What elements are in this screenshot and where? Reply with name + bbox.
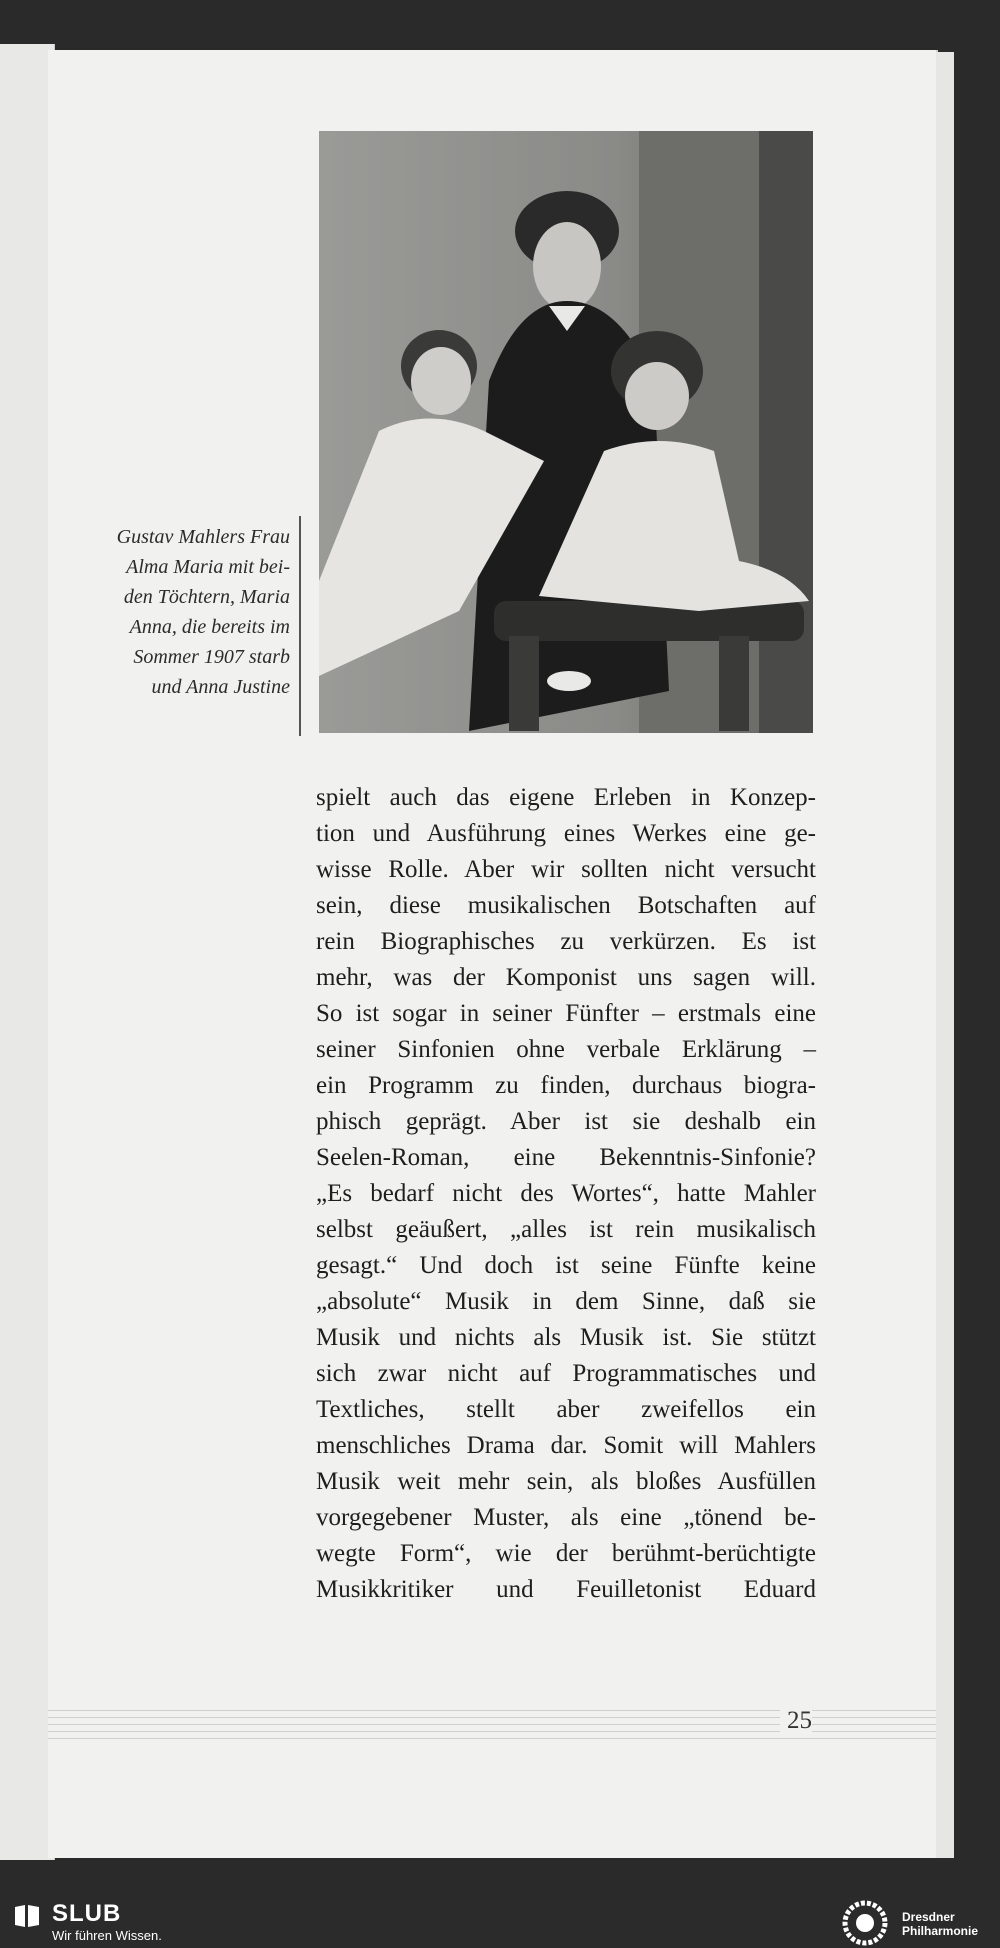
text-line: Musik und nichts als Musik ist. Sie stützt [316, 1324, 816, 1351]
family-portrait-photo [319, 131, 813, 733]
text-line: tion und Ausführung eines Werkes eine ge- [316, 820, 816, 847]
slub-book-icon [14, 1904, 40, 1928]
caption-line: Anna, die bereits im [129, 616, 290, 638]
library-tagline: Wir führen Wissen. [52, 1928, 162, 1943]
page-edge [936, 52, 954, 1858]
caption-rule [299, 516, 301, 736]
text-line: „absolute“ Musik in dem Sinne, daß sie [316, 1288, 816, 1315]
footer-bar [0, 1898, 1000, 1948]
text-line: spielt auch das eigene Erleben in Konzep- [316, 784, 816, 811]
caption-line: den Töchtern, Maria [123, 586, 290, 608]
text-line: „Es bedarf nicht des Wortes“, hatte Mahler [316, 1180, 816, 1207]
text-line: gesagt.“ Und doch ist seine Fünfte keine [316, 1252, 816, 1279]
text-line: mehr, was der Komponist uns sagen will. [316, 964, 816, 991]
previous-page-edge [0, 44, 55, 1860]
partner-line: Philharmonie [902, 1924, 979, 1938]
text-line: wegte Form“, wie der berühmt-berüchtigte [316, 1540, 816, 1567]
text-line: rein Biographisches zu verkürzen. Es ist [316, 928, 816, 955]
text-line: Textliches, stellt aber zweifellos ein [316, 1396, 816, 1423]
caption-line: und Anna Justine [151, 676, 290, 698]
text-line: ein Programm zu finden, durchaus biogra- [316, 1072, 816, 1099]
text-line: wisse Rolle. Aber wir sollten nicht versucht [316, 856, 816, 883]
text-line: phisch geprägt. Aber ist sie deshalb ein [316, 1108, 816, 1135]
caption-line: Gustav Mahlers Frau [116, 526, 290, 548]
library-name: SLUB [52, 1900, 122, 1927]
portrait-photo-icon [319, 131, 813, 733]
text-line: menschliches Drama dar. Somit will Mahlers [316, 1432, 816, 1459]
body-text [316, 780, 816, 1608]
text-line: selbst geäußert, „alles ist rein musikalisch [316, 1216, 816, 1243]
text-line: sich zwar nicht auf Programmatisches und [316, 1360, 816, 1387]
photo-caption [60, 522, 290, 702]
caption-line: Sommer 1907 starb [133, 646, 290, 668]
text-line: Musikkritiker und Feuilletonist Eduard [316, 1576, 816, 1603]
partner-name [902, 1910, 998, 1938]
partner-line: Dresdner [902, 1910, 955, 1924]
page-number: 25 [780, 1707, 812, 1735]
text-line: So ist sogar in seiner Fünfter – erstmals eine [316, 1000, 816, 1027]
text-line: seiner Sinfonien ohne verbale Erklärung – [316, 1036, 816, 1063]
text-line: Musik weit mehr sein, als bloßes Ausfüllen [316, 1468, 816, 1495]
philharmonie-logo-icon [842, 1900, 888, 1946]
text-line: Seelen-Roman, eine Bekenntnis-Sinfonie? [316, 1144, 816, 1171]
text-line: vorgegebener Muster, als eine „tönend be- [316, 1504, 816, 1531]
caption-line: Alma Maria mit bei- [126, 556, 290, 578]
text-line: sein, diese musikalischen Botschaften auf [316, 892, 816, 919]
